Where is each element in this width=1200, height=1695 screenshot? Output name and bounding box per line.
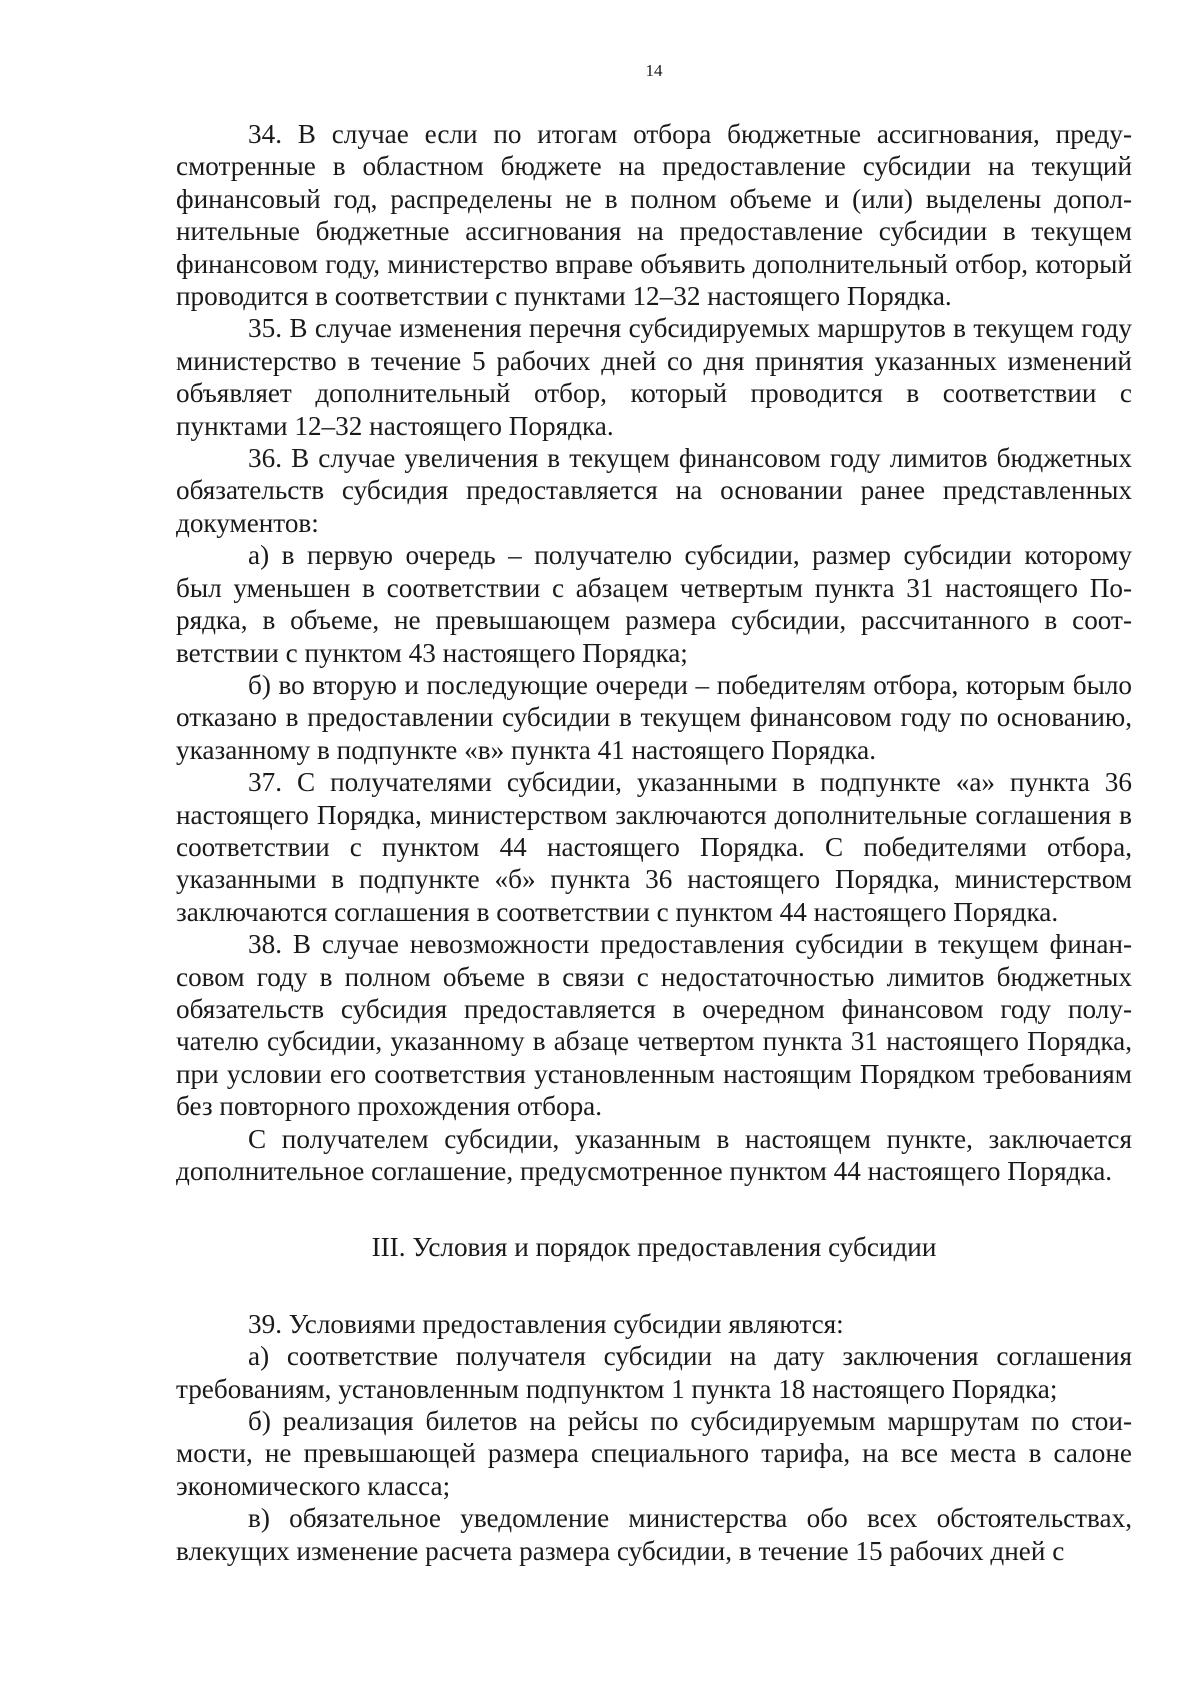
paragraph-36: 36. В случае увеличения в текущем финансовом году лимитов бюджетных обязательств субсидия предоставляется на основании ранее представленных документов: (176, 443, 1132, 538)
section-heading: III. Условия и порядок предоставления субсидии (371, 1232, 937, 1263)
paragraph-39: 39. Условиями предоставления субсидии являются: (248, 1308, 844, 1339)
paragraph-38-continued: С получателем субсидии, указанным в настоящем пункте, заключается дополнительное соглашение, предусмотренное пунктом 44 настоящего Порядка. (176, 1123, 1132, 1186)
paragraph-39-b: б) реализация билетов на рейсы по субсидируемым маршрутам по стоимости, не превышающей размера специального тарифа, на все места в салоне экономического класса; (176, 1406, 1132, 1501)
paragraph-36-a: а) в первую очередь – получателю субсидии, размер субсидии которому был уменьшен в соответствии с абзацем четвертым пункта 31 настоящего Порядка, в объеме, не превышающем размера субсидии, рассчитанного в соответствии с пунктом 43 настоящего Порядка; (176, 540, 1132, 668)
paragraph-34: 34. В случае если по итогам отбора бюджетные ассигнования, предусмотренные в областном бюджете на предоставление субсидии на текущий финансовый год, распределены не в полном объеме и (или) выделены дополнительные бюджетные ассигнования на предоставление субсидии в текущем финансовом году, министерство вправе объявить дополнительный отбор, который проводится в соответствии с пунктами 12–32 настоящего Порядка. (176, 119, 1132, 312)
page-number: 14 (645, 61, 663, 80)
paragraph-36-b: б) во вторую и последующие очереди – победителям отбора, которым было отказано в предоставлении субсидии в текущем финансовом году по основанию, указанному в подпункте «в» пункта 41 настоящего Порядка. (176, 669, 1132, 765)
document-page (176, 60, 1132, 1567)
paragraph-37: 37. С получателями субсидии, указанными в подпункте «а» пункта 36 настоящего Порядка, министерством заключаются дополнительные соглашения в соответствии с пунктом 44 настоящего Порядка. С победителями отбора, указанными в подпункте «б» пункта 36 настоящего Порядка, министерством заключаются соглашения в соответствии с пунктом 44 настоящего Порядка. (176, 767, 1132, 927)
paragraph-39-a: а) соответствие получателя субсидии на дату заключения соглашения требованиям, установленным подпунктом 1 пункта 18 настоящего Порядка; (176, 1341, 1132, 1404)
paragraph-35: 35. В случае изменения перечня субсидируемых маршрутов в текущем году министерство в течение 5 рабочих дней со дня принятия указанных изменений объявляет дополнительный отбор, который проводится в соответствии с пунктами 12–32 настоящего Порядка. (176, 313, 1132, 441)
paragraph-39-v: в) обязательное уведомление министерства обо всех обстоятельствах, влекущих изменение расчета размера субсидии, в течение 15 рабочих дней с (176, 1503, 1132, 1566)
paragraph-38: 38. В случае невозможности предоставления субсидии в текущем финансовом году в полном объеме в связи с недостаточностью лимитов бюджетных обязательств субсидия предоставляется в очередном финансовом году получателю субсидии, указанному в абзаце четвертом пункта 31 настоящего Порядка, при условии его соответствия установленным настоящим Порядком требованиям без повторного прохождения отбора. (176, 929, 1132, 1122)
